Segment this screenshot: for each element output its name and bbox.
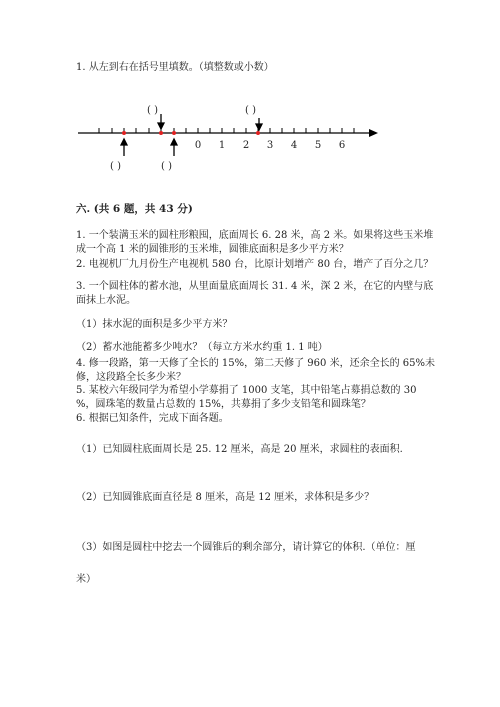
- section-6-heading: 六. (共 6 题，共 43 分): [76, 203, 193, 215]
- s6-q5-line1: 5. 某校六年级同学为希望小学募捐了 1000 支笔，其中铅笔占募捐总数的 30: [76, 385, 417, 396]
- tick-label-2: 2: [242, 140, 250, 151]
- s6-q3-sub1: （1）抹水泥的面积是多少平方米？: [76, 319, 233, 330]
- s6-q4-line1: 4. 修一段路，第一天修了全长的 15%，第二天修了 960 米，还余全长的 65%未: [76, 358, 435, 369]
- number-line-figure: [0, 0, 500, 200]
- arrow-up-left-head: [121, 139, 127, 145]
- point-d: [256, 131, 260, 135]
- tick-label-5: 5: [314, 140, 322, 151]
- s6-q2: 2. 电视机厂九月份生产电视机 580 台，比原计划增产 80 台，增产了百分之几？: [76, 259, 434, 270]
- tick-label-3: 3: [266, 140, 274, 151]
- s6-q3-line1: 3. 一个圆柱体的蓄水池，从里面量底面周长 31. 4 米，深 2 米，在它的内壁与底: [76, 281, 434, 292]
- s6-q6-sub3-line1: （3）如图是圆柱中挖去一个圆锥后的剩余部分，请计算它的体积.（单位：厘: [76, 542, 416, 553]
- blank-bottom-right: ( ): [161, 161, 172, 172]
- number-line-arrowhead: [369, 129, 378, 137]
- number-line-ticks: [99, 128, 354, 133]
- s6-q1-line1: 1. 一个装满玉米的圆柱形粮囤，底面周长 6. 28 米，高 2 米。如果将这些玉米堆: [76, 230, 434, 241]
- tick-label-6: 6: [338, 140, 346, 151]
- s6-q6: 6. 根据已知条件，完成下面各题。: [76, 413, 229, 424]
- s6-q6-sub2: （2）已知圆锥底面直径是 8 厘米，高是 12 厘米，求体积是多少？: [76, 492, 375, 503]
- s6-q6-sub3-line2: 米）: [76, 574, 96, 585]
- question-1-prompt: 1. 从左到右在括号里填数。（填整数或小数）: [76, 62, 274, 73]
- blank-top-right: ( ): [245, 105, 256, 116]
- tick-label-4: 4: [290, 140, 298, 151]
- arrow-down-left-head: [158, 123, 164, 129]
- point-c: [172, 131, 176, 135]
- s6-q6-sub1: （1）已知圆柱底面周长是 25. 12 厘米，高是 20 厘米，求圆柱的表面积.: [76, 444, 403, 455]
- s6-q1-line2: 成一个高 1 米的圆锥形的玉米堆，圆锥底面积是多少平方米？: [76, 244, 349, 255]
- tick-label-0: 0: [194, 140, 202, 151]
- arrow-down-right-head: [256, 124, 262, 130]
- point-a: [122, 131, 126, 135]
- s6-q3-sub2: （2）蓄水池能蓄多少吨水？（每立方米水约重 1. 1 吨）: [76, 342, 328, 353]
- s6-q3-line2: 面抹上水泥。: [76, 295, 136, 306]
- tick-label-1: 1: [218, 140, 226, 151]
- s6-q4-line2: 修，这段路全长多少米？: [76, 372, 186, 383]
- point-b: [159, 131, 163, 135]
- blank-top-left: ( ): [147, 105, 158, 116]
- blank-bottom-left: ( ): [110, 161, 121, 172]
- arrow-up-right-head: [171, 139, 177, 145]
- s6-q5-line2: %，圆珠笔的数量占总数的 15%，共募捐了多少支铅笔和圆珠笔？: [76, 399, 371, 410]
